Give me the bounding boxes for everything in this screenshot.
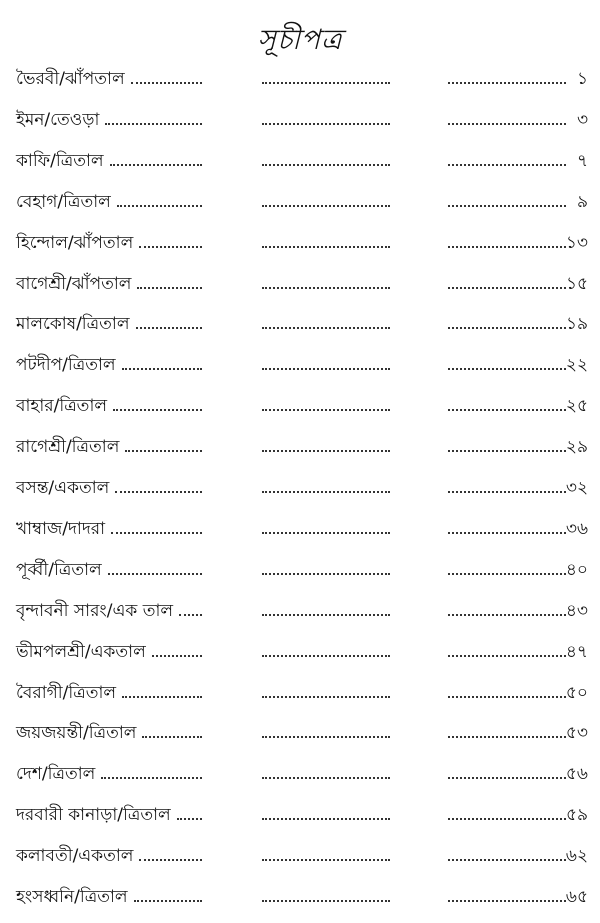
dot-leader xyxy=(262,614,390,616)
toc-entry-title: খাম্বাজ/দাদরা xyxy=(16,518,106,539)
dot-leader xyxy=(262,368,390,370)
toc-entry-title: বৈরাগী/ত্রিতাল xyxy=(16,682,117,703)
dot-leader xyxy=(262,777,390,779)
dot-leader xyxy=(177,818,202,820)
dot-leader xyxy=(137,287,202,289)
toc-entry-title: মালকোষ/ত্রিতাল xyxy=(16,314,130,335)
toc-entry xyxy=(0,555,600,585)
dot-leader xyxy=(262,532,390,534)
toc-entry-title: পূর্ব্বী/ত্রিতাল xyxy=(16,559,102,580)
dot-leader xyxy=(111,532,202,534)
toc-entry xyxy=(0,637,600,667)
toc-entry xyxy=(0,432,600,462)
dot-leader xyxy=(262,655,390,657)
toc-entry xyxy=(0,718,600,748)
dot-leader xyxy=(262,327,390,329)
toc-page-number: ১৩ xyxy=(565,232,588,253)
dot-leader xyxy=(262,696,390,698)
dot-leader xyxy=(122,696,202,698)
toc-entry-title: বৃন্দাবনী সারং/এক তাল xyxy=(16,600,174,621)
toc-entry xyxy=(0,882,600,912)
toc-page-number: ৩ xyxy=(576,109,588,130)
dot-leader xyxy=(262,123,390,125)
toc-entry xyxy=(0,105,600,135)
dot-leader xyxy=(122,368,202,370)
toc-entry-title: হংসধ্বনি/ত্রিতাল xyxy=(16,887,128,907)
dot-leader xyxy=(262,491,390,493)
toc-entry xyxy=(0,146,600,176)
toc-entry-title: ইমন/তেওড়া xyxy=(16,109,100,130)
toc-entry-title: বাগেশ্রী/ঝাঁপতাল xyxy=(16,273,132,294)
toc-entry-title: কাফি/ত্রিতাল xyxy=(16,150,104,171)
toc-page-number: ৫৯ xyxy=(565,805,588,826)
toc-page-number: ৬৫ xyxy=(565,887,588,907)
toc-page-number: ২৫ xyxy=(565,396,588,417)
dot-leader xyxy=(262,409,390,411)
toc-entry-title: বাহার/ত্রিতাল xyxy=(16,396,108,417)
dot-leader xyxy=(152,655,202,657)
toc-page-number: ৫৬ xyxy=(565,764,588,785)
page-title: সূচীপত্র xyxy=(257,23,343,56)
toc-entry-title: রাগেশ্রী/ত্রিতাল xyxy=(16,437,120,458)
toc-entry-title: হিন্দোল/ঝাঁপতাল xyxy=(16,232,134,253)
dot-leader xyxy=(108,573,202,575)
toc-entry xyxy=(0,64,600,94)
toc-entry-title: কলাবতী/একতাল xyxy=(16,846,134,867)
toc-entry-title: ভীমপলশ্রী/একতাল xyxy=(16,641,146,662)
dot-leader xyxy=(262,573,390,575)
toc-page-number: ৬২ xyxy=(565,846,588,867)
dot-leader xyxy=(105,123,202,125)
dot-leader xyxy=(179,614,202,616)
toc-page-number: ১ xyxy=(576,69,588,89)
dot-leader xyxy=(262,164,390,166)
dot-leader xyxy=(131,82,202,84)
toc-entry xyxy=(0,228,600,258)
toc-entry xyxy=(0,800,600,830)
dot-leader xyxy=(262,205,390,207)
toc-entry xyxy=(0,759,600,789)
toc-entry xyxy=(0,473,600,503)
dot-leader xyxy=(117,205,202,207)
toc-entry xyxy=(0,350,600,380)
toc-entry-title: বেহাগ/ত্রিতাল xyxy=(16,191,111,212)
dot-leader xyxy=(262,287,390,289)
dot-leader xyxy=(101,777,202,779)
toc-page-number: ২২ xyxy=(565,355,588,376)
toc-entry-title: দেশ/ত্রিতাল xyxy=(16,764,96,785)
toc-page-number: ১৫ xyxy=(565,273,588,294)
dot-leader xyxy=(262,246,390,248)
toc-entry xyxy=(0,841,600,871)
toc-page-number: ৫০ xyxy=(565,682,588,703)
dot-leader xyxy=(139,246,202,248)
toc-entry xyxy=(0,514,600,544)
toc-page-number: ৭ xyxy=(576,150,588,171)
dot-leader xyxy=(262,818,390,820)
dot-leader xyxy=(115,491,202,493)
toc-entry-title: জয়জয়ন্তী/ত্রিতাল xyxy=(16,723,137,744)
toc-entry-title: পটদীপ/ত্রিতাল xyxy=(16,355,116,376)
toc-page-number: ৩২ xyxy=(565,478,588,498)
toc-page-number: ৩৬ xyxy=(565,518,588,539)
toc-entry xyxy=(0,187,600,217)
toc-entry xyxy=(0,269,600,299)
dot-leader xyxy=(142,736,202,738)
toc-entry-title: ভৈরবী/ঝাঁপতাল xyxy=(16,69,125,89)
toc-page-number: ৪০ xyxy=(565,559,588,580)
toc-page-number: ৪৭ xyxy=(565,641,588,662)
toc-entry xyxy=(0,678,600,708)
dot-leader xyxy=(262,82,390,84)
toc-page-number: ১৯ xyxy=(565,314,588,335)
dot-leader xyxy=(262,450,390,452)
dot-leader xyxy=(134,900,202,902)
dot-leader xyxy=(113,409,202,411)
dot-leader xyxy=(262,859,390,861)
toc-page-number: ৯ xyxy=(576,191,588,212)
dot-leader xyxy=(262,900,390,902)
toc-entry-title: দরবারী কানাড়া/ত্রিতাল xyxy=(16,805,171,826)
toc-page-number: ৪৩ xyxy=(565,600,588,621)
dot-leader xyxy=(262,736,390,738)
toc-page-number: ৫৩ xyxy=(565,723,588,744)
toc-entry xyxy=(0,596,600,626)
dot-leader xyxy=(136,327,202,329)
dot-leader xyxy=(110,164,202,166)
toc-entry-title: বসন্ত/একতাল xyxy=(16,478,110,498)
toc-page-number: ২৯ xyxy=(565,437,588,458)
toc-entry xyxy=(0,391,600,421)
toc-entry xyxy=(0,309,600,339)
dot-leader xyxy=(125,450,202,452)
dot-leader xyxy=(139,859,202,861)
